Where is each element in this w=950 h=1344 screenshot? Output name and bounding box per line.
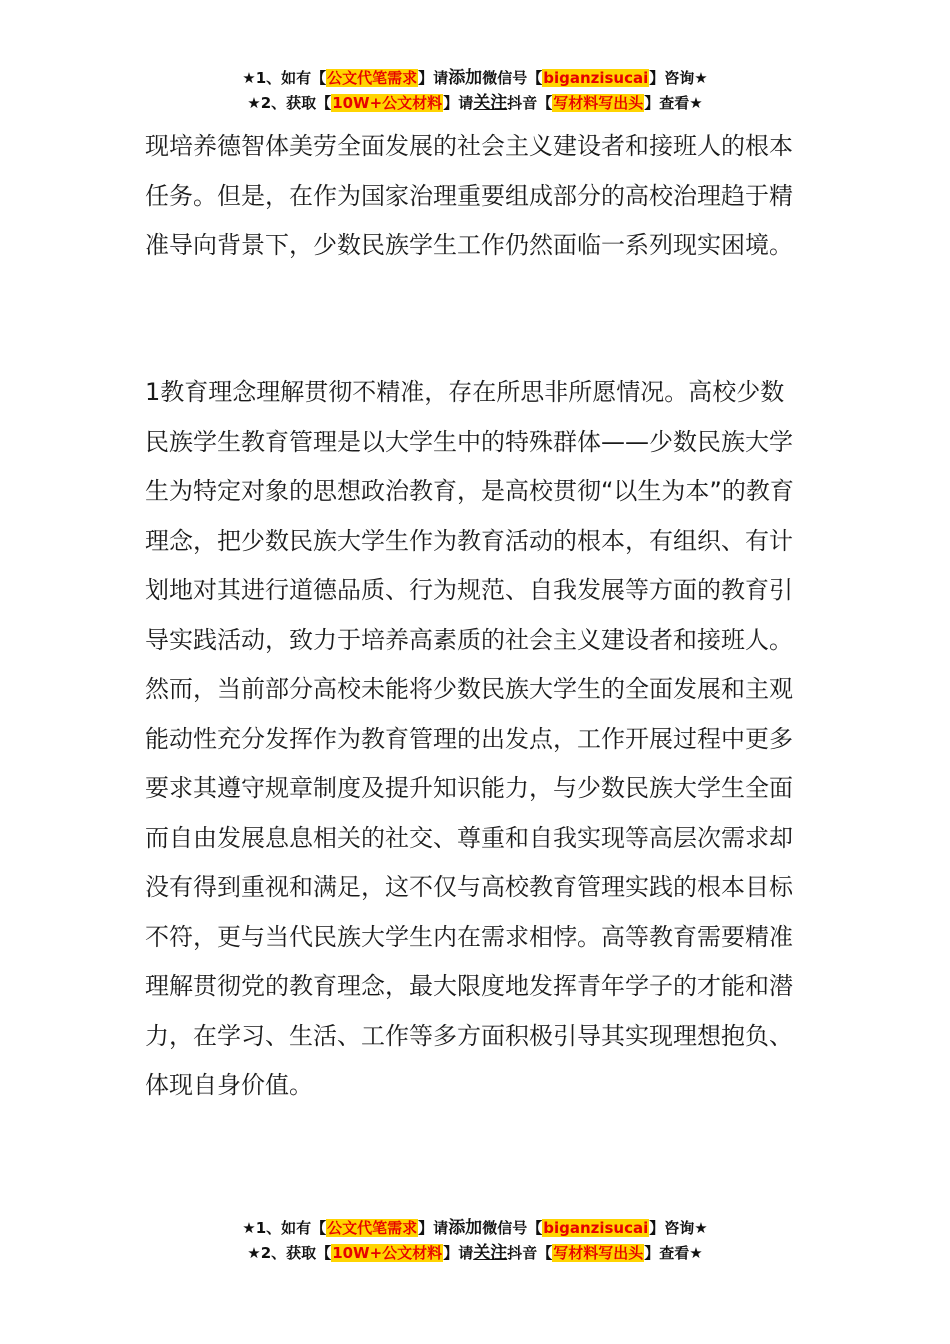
banner-text: 】咨询 bbox=[649, 1219, 695, 1237]
banner-text: 抖音【 bbox=[507, 1244, 553, 1262]
banner-emphasis: 关注 bbox=[473, 93, 508, 113]
body-section-1 bbox=[145, 122, 807, 271]
banner-text: 1、如有【 bbox=[255, 1219, 327, 1237]
banner-text: 】请 bbox=[443, 94, 474, 112]
banner-text: 微信号【 bbox=[482, 1219, 543, 1237]
banner-text: 1、如有【 bbox=[255, 69, 327, 87]
banner-text: 2、获取【 bbox=[260, 94, 332, 112]
top-banner bbox=[0, 66, 950, 116]
banner-emphasis: 添加 bbox=[448, 1218, 483, 1238]
paragraph: 现培养德智体美劳全面发展的社会主义建设者和接班人的根本任务。但是，在作为国家治理重要组成部分的高校治理趋于精准导向背景下，少数民族学生工作仍然面临一系列现实困境。 bbox=[145, 132, 793, 259]
banner-line-1 bbox=[0, 66, 950, 91]
banner-text: 】请 bbox=[418, 69, 449, 87]
highlight-materials: 10W+公文材料 bbox=[332, 1244, 443, 1262]
banner-text: 微信号【 bbox=[482, 69, 543, 87]
highlight-materials: 10W+公文材料 bbox=[332, 94, 443, 112]
banner-text: 】请 bbox=[443, 1244, 474, 1262]
bottom-banner bbox=[0, 1216, 950, 1266]
star-icon: ★ bbox=[247, 94, 261, 112]
highlight-service: 公文代笔需求 bbox=[327, 1219, 418, 1237]
banner-emphasis: 关注 bbox=[473, 1243, 508, 1263]
banner-line-2 bbox=[0, 91, 950, 116]
highlight-douyin-account: 写材料写出头 bbox=[553, 94, 644, 112]
banner-line-2 bbox=[0, 1241, 950, 1266]
star-icon: ★ bbox=[689, 1244, 703, 1262]
banner-text: 2、获取【 bbox=[260, 1244, 332, 1262]
highlight-wechat-id: biganzisucai bbox=[543, 69, 649, 87]
star-icon: ★ bbox=[242, 69, 256, 87]
star-icon: ★ bbox=[242, 1219, 256, 1237]
star-icon: ★ bbox=[689, 94, 703, 112]
highlight-service: 公文代笔需求 bbox=[327, 69, 418, 87]
banner-text: 】查看 bbox=[644, 1244, 690, 1262]
banner-text: 抖音【 bbox=[507, 94, 553, 112]
banner-text: 】咨询 bbox=[649, 69, 695, 87]
paragraph: 1教育理念理解贯彻不精准，存在所思非所愿情况。高校少数民族学生教育管理是以大学生中的特殊群体——少数民族大学生为特定对象的思想政治教育，是高校贯彻“以生为本”的教育理念，把少数民族大学生作为教育活动的根本，有组织、有计划地对其进行道德品质、行为规范、自我发展等方面的教育引导实践活动，致力于培养高素质的社会主义建设者和接班人。然而，当前部分高校未能将少数民族大学生的全面发展和主观能动性充分发挥作为教育管理的出发点，工作开展过程中更多要求其遵守规章制度及提升知识能力，与少数民族大学生全面而自由发展息息相关的社交、尊重和自我实现等高层次需求却没有得到重视和满足，这不仅与高校教育管理实践的根本目标不符，更与当代民族大学生内在需求相悖。高等教育需要精准理解贯彻党的教育理念，最大限度地发挥青年学子的才能和潜力，在学习、生活、工作等多方面积极引导其实现理想抱负、体现自身价值。 bbox=[145, 378, 794, 1099]
star-icon: ★ bbox=[694, 69, 708, 87]
body-section-2 bbox=[145, 368, 807, 1111]
star-icon: ★ bbox=[247, 1244, 261, 1262]
banner-line-1 bbox=[0, 1216, 950, 1241]
banner-text: 】查看 bbox=[644, 94, 690, 112]
highlight-wechat-id: biganzisucai bbox=[543, 1219, 649, 1237]
star-icon: ★ bbox=[694, 1219, 708, 1237]
banner-text: 】请 bbox=[418, 1219, 449, 1237]
banner-emphasis: 添加 bbox=[448, 68, 483, 88]
highlight-douyin-account: 写材料写出头 bbox=[553, 1244, 644, 1262]
